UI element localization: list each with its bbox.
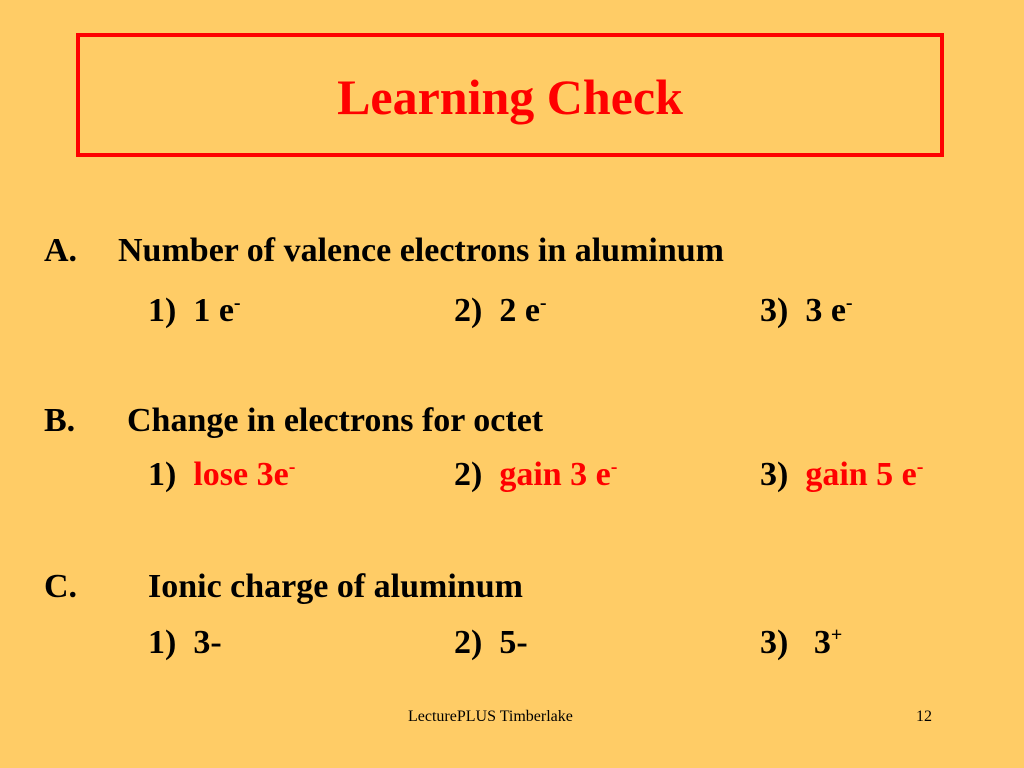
- option-c3: [760, 626, 842, 660]
- option-b1: [148, 458, 295, 492]
- title-box: [76, 33, 944, 157]
- option-label: 1): [148, 624, 177, 661]
- question-text: Ionic charge of aluminum: [148, 568, 523, 605]
- option-label: 1): [148, 456, 177, 493]
- footer-credit: LecturePLUS Timberlake: [408, 708, 573, 725]
- option-text: 2 e: [499, 292, 540, 329]
- option-superscript: -: [539, 292, 547, 314]
- option-label: 1): [148, 292, 177, 329]
- option-label: 2): [454, 292, 483, 329]
- slide-title: Learning Check: [337, 69, 683, 125]
- option-label: 3): [760, 624, 789, 661]
- option-superscript: -: [845, 292, 853, 314]
- option-text: 5-: [499, 624, 528, 661]
- option-label: 3): [760, 456, 789, 493]
- option-a1: [148, 294, 241, 328]
- option-superscript: -: [916, 456, 924, 478]
- option-label: 3): [760, 292, 789, 329]
- question-letter: C.: [44, 568, 78, 605]
- option-text: gain 5 e: [805, 456, 917, 493]
- page-number: 12: [916, 708, 932, 725]
- option-label: 2): [454, 456, 483, 493]
- option-text: 1 e: [193, 292, 234, 329]
- option-a3: [760, 294, 853, 328]
- option-superscript: -: [610, 456, 618, 478]
- option-c1: [148, 626, 222, 660]
- question-letter: B.: [44, 402, 76, 439]
- option-b2: [454, 458, 617, 492]
- option-text: lose 3e: [193, 456, 289, 493]
- option-a2: [454, 294, 547, 328]
- option-text: 3: [813, 624, 831, 661]
- option-superscript: -: [233, 292, 241, 314]
- option-label: 2): [454, 624, 483, 661]
- option-b3: [760, 458, 923, 492]
- question-text: Number of valence electrons in aluminum: [118, 232, 724, 269]
- option-superscript: +: [830, 624, 843, 646]
- option-text: gain 3 e: [499, 456, 611, 493]
- option-c2: [454, 626, 528, 660]
- option-text: 3 e: [805, 292, 846, 329]
- question-letter: A.: [44, 232, 78, 269]
- option-text: 3-: [193, 624, 222, 661]
- question-text: Change in electrons for octet: [127, 402, 544, 439]
- option-superscript: -: [288, 456, 296, 478]
